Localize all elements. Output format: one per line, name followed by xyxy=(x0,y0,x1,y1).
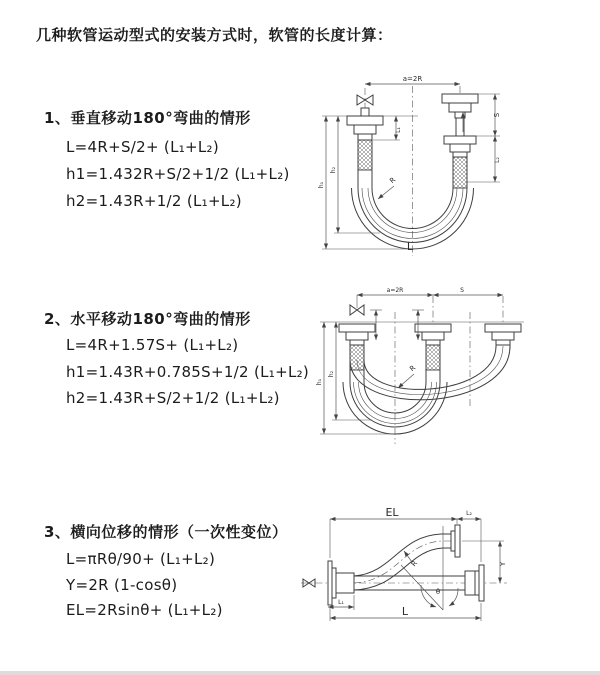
section-2-formula-L: L=4R+1.57S+ (L₁+L₂) xyxy=(66,336,239,354)
dim-label-theta: θ xyxy=(435,588,441,596)
diagram-lateral-displacement xyxy=(295,488,600,653)
dim-label-l2: L₂ xyxy=(466,510,472,517)
section-1-formula-h2: h2=1.43R+1/2 (L₁+L₂) xyxy=(66,192,242,210)
section-2-formula-h1: h1=1.43R+0.785S+1/2 (L₁+L₂) xyxy=(66,363,310,381)
dim-label-h2: h₂ xyxy=(328,370,335,378)
hose-braid-left xyxy=(350,345,364,370)
dim-label-r: R xyxy=(409,559,420,569)
section-1-heading: 1、垂直移动180°弯曲的情形 xyxy=(44,109,251,127)
hose-braid-middle xyxy=(426,345,440,370)
left-hose-end xyxy=(347,108,383,188)
dim-label-h1: h₁ xyxy=(318,181,325,189)
left-hose-end xyxy=(339,324,375,382)
dim-el xyxy=(330,506,457,558)
dim-label-s: S xyxy=(460,287,464,294)
middle-hose-end xyxy=(415,324,451,382)
dim-label-l2: L₂ xyxy=(494,157,501,163)
dim-s xyxy=(433,287,503,295)
diagram-horizontal-180-bend xyxy=(310,282,600,457)
dim-label-l1: L₁ xyxy=(395,127,402,133)
dim-label-r: R xyxy=(388,175,398,186)
dim-label-r: R xyxy=(408,363,418,374)
dim-label-s: S xyxy=(493,112,501,118)
dim-label-h1: h₁ xyxy=(316,378,323,386)
dim-s xyxy=(476,94,501,136)
radius-callout xyxy=(378,176,397,199)
scan-edge-strip xyxy=(0,671,600,675)
angle-theta xyxy=(401,526,458,610)
dim-label-a2r: a=2R xyxy=(402,75,423,83)
dim-label-l: L xyxy=(406,240,414,253)
section-3-formula-EL: EL=2Rsinθ+ (L₁+L₂) xyxy=(66,601,223,619)
page-title: 几种软管运动型式的安装方式时，软管的长度计算： xyxy=(36,26,393,44)
section-3-formula-L: L=πRθ/90+ (L₁+L₂) xyxy=(66,550,216,568)
dim-l xyxy=(330,603,481,621)
diagram-vertical-180-bend xyxy=(310,70,600,265)
dim-label-l: L xyxy=(401,605,409,618)
hose-braid-left xyxy=(358,140,372,170)
dim-l2 xyxy=(457,510,481,562)
section-3-formula-Y: Y=2R (1-cosθ) xyxy=(66,576,178,594)
section-1-formula-L: L=4R+S/2+ (L₁+L₂) xyxy=(66,138,220,156)
dim-a2r xyxy=(365,75,460,84)
hose-braid-right xyxy=(453,157,467,188)
dim-label-el: EL xyxy=(385,506,399,519)
right-hose-end xyxy=(485,324,521,348)
dim-label-l1: L₁ xyxy=(338,599,344,606)
dim-label-y: Y xyxy=(499,561,507,567)
section-1-formula-h1: h1=1.432R+S/2+1/2 (L₁+L₂) xyxy=(66,165,290,183)
dim-a2r xyxy=(357,287,433,308)
section-3-heading: 3、横向位移的情形（一次性变位） xyxy=(44,523,288,541)
section-2-heading: 2、水平移动180°弯曲的情形 xyxy=(44,310,251,328)
dim-label-a2r: a=2R xyxy=(386,287,404,294)
section-2-formula-h2: h2=1.43R+S/2+1/2 (L₁+L₂) xyxy=(66,389,280,407)
right-hose-end xyxy=(442,94,478,188)
hose-s-curve-position2 xyxy=(354,525,460,590)
dim-label-h2: h₂ xyxy=(330,166,337,174)
radius-callout xyxy=(398,364,417,388)
